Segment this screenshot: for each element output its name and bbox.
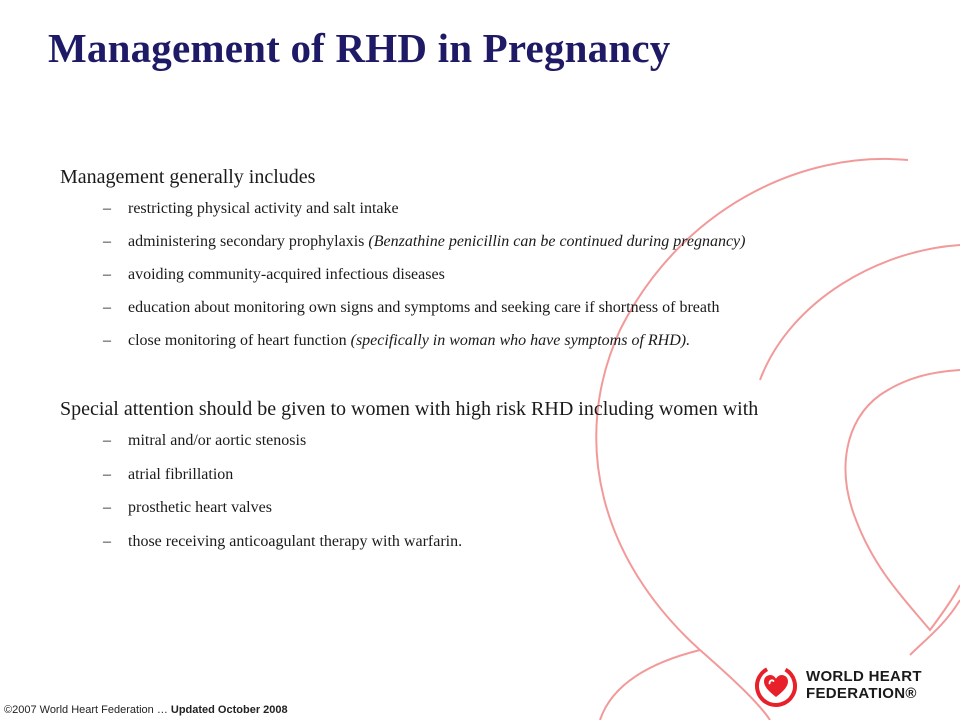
logo-line-1: WORLD HEART	[806, 668, 922, 685]
dash-marker: –	[103, 266, 111, 283]
dash-marker: –	[103, 299, 111, 316]
list-item-text: restricting physical activity and salt intake	[128, 200, 399, 217]
dash-marker: –	[103, 332, 111, 349]
list-item-text: mitral and/or aortic stenosis	[128, 432, 307, 449]
list-item	[60, 192, 940, 225]
list-item-text: those receiving anticoagulant therapy with warfarin.	[128, 532, 463, 550]
heart-ring-logo-icon	[754, 664, 798, 708]
list-item	[60, 424, 940, 458]
dash-marker: –	[103, 499, 111, 516]
list-item-text: administering secondary prophylaxis	[128, 233, 369, 250]
list-item	[60, 291, 940, 324]
list-item	[60, 491, 940, 525]
list-item	[60, 458, 940, 492]
world-heart-federation-logo	[754, 660, 954, 710]
list-item-text: prosthetic heart valves	[128, 499, 272, 516]
dash-marker: –	[103, 200, 111, 217]
list-item-text: avoiding community-acquired infectious diseases	[128, 266, 445, 283]
management-list	[60, 192, 940, 357]
list-item	[60, 525, 940, 559]
list-item-text: education about monitoring own signs and symptoms and seeking care if shortness of breath	[128, 299, 720, 316]
list-item-note: (specifically in woman who have symptoms of RHD).	[350, 332, 691, 349]
updated-text: Updated October 2008	[170, 704, 288, 716]
list-item	[60, 324, 940, 357]
dash-marker: –	[103, 532, 111, 550]
dash-marker: –	[103, 465, 111, 483]
dash-marker: –	[103, 432, 111, 449]
list-item	[60, 258, 940, 291]
list-item-text: close monitoring of heart function	[128, 332, 351, 349]
slide-title: Management of RHD in Pregnancy	[48, 25, 671, 71]
logo-text	[806, 668, 922, 702]
list-item-text: atrial fibrillation	[128, 465, 234, 483]
logo-line-2: FEDERATION®	[806, 685, 917, 702]
dash-marker: –	[103, 233, 111, 250]
management-heading: Management generally includes	[60, 166, 316, 188]
management-section	[60, 162, 940, 357]
high-risk-list	[60, 424, 940, 558]
high-risk-heading: Special attention should be given to women with high risk RHD including women with	[60, 398, 759, 420]
list-item	[60, 225, 940, 258]
high-risk-section	[60, 394, 940, 558]
copyright-text: ©2007 World Heart Federation …	[4, 704, 171, 716]
footer-copyright	[4, 704, 288, 716]
list-item-note: (Benzathine penicillin can be continued during pregnancy)	[368, 233, 746, 250]
